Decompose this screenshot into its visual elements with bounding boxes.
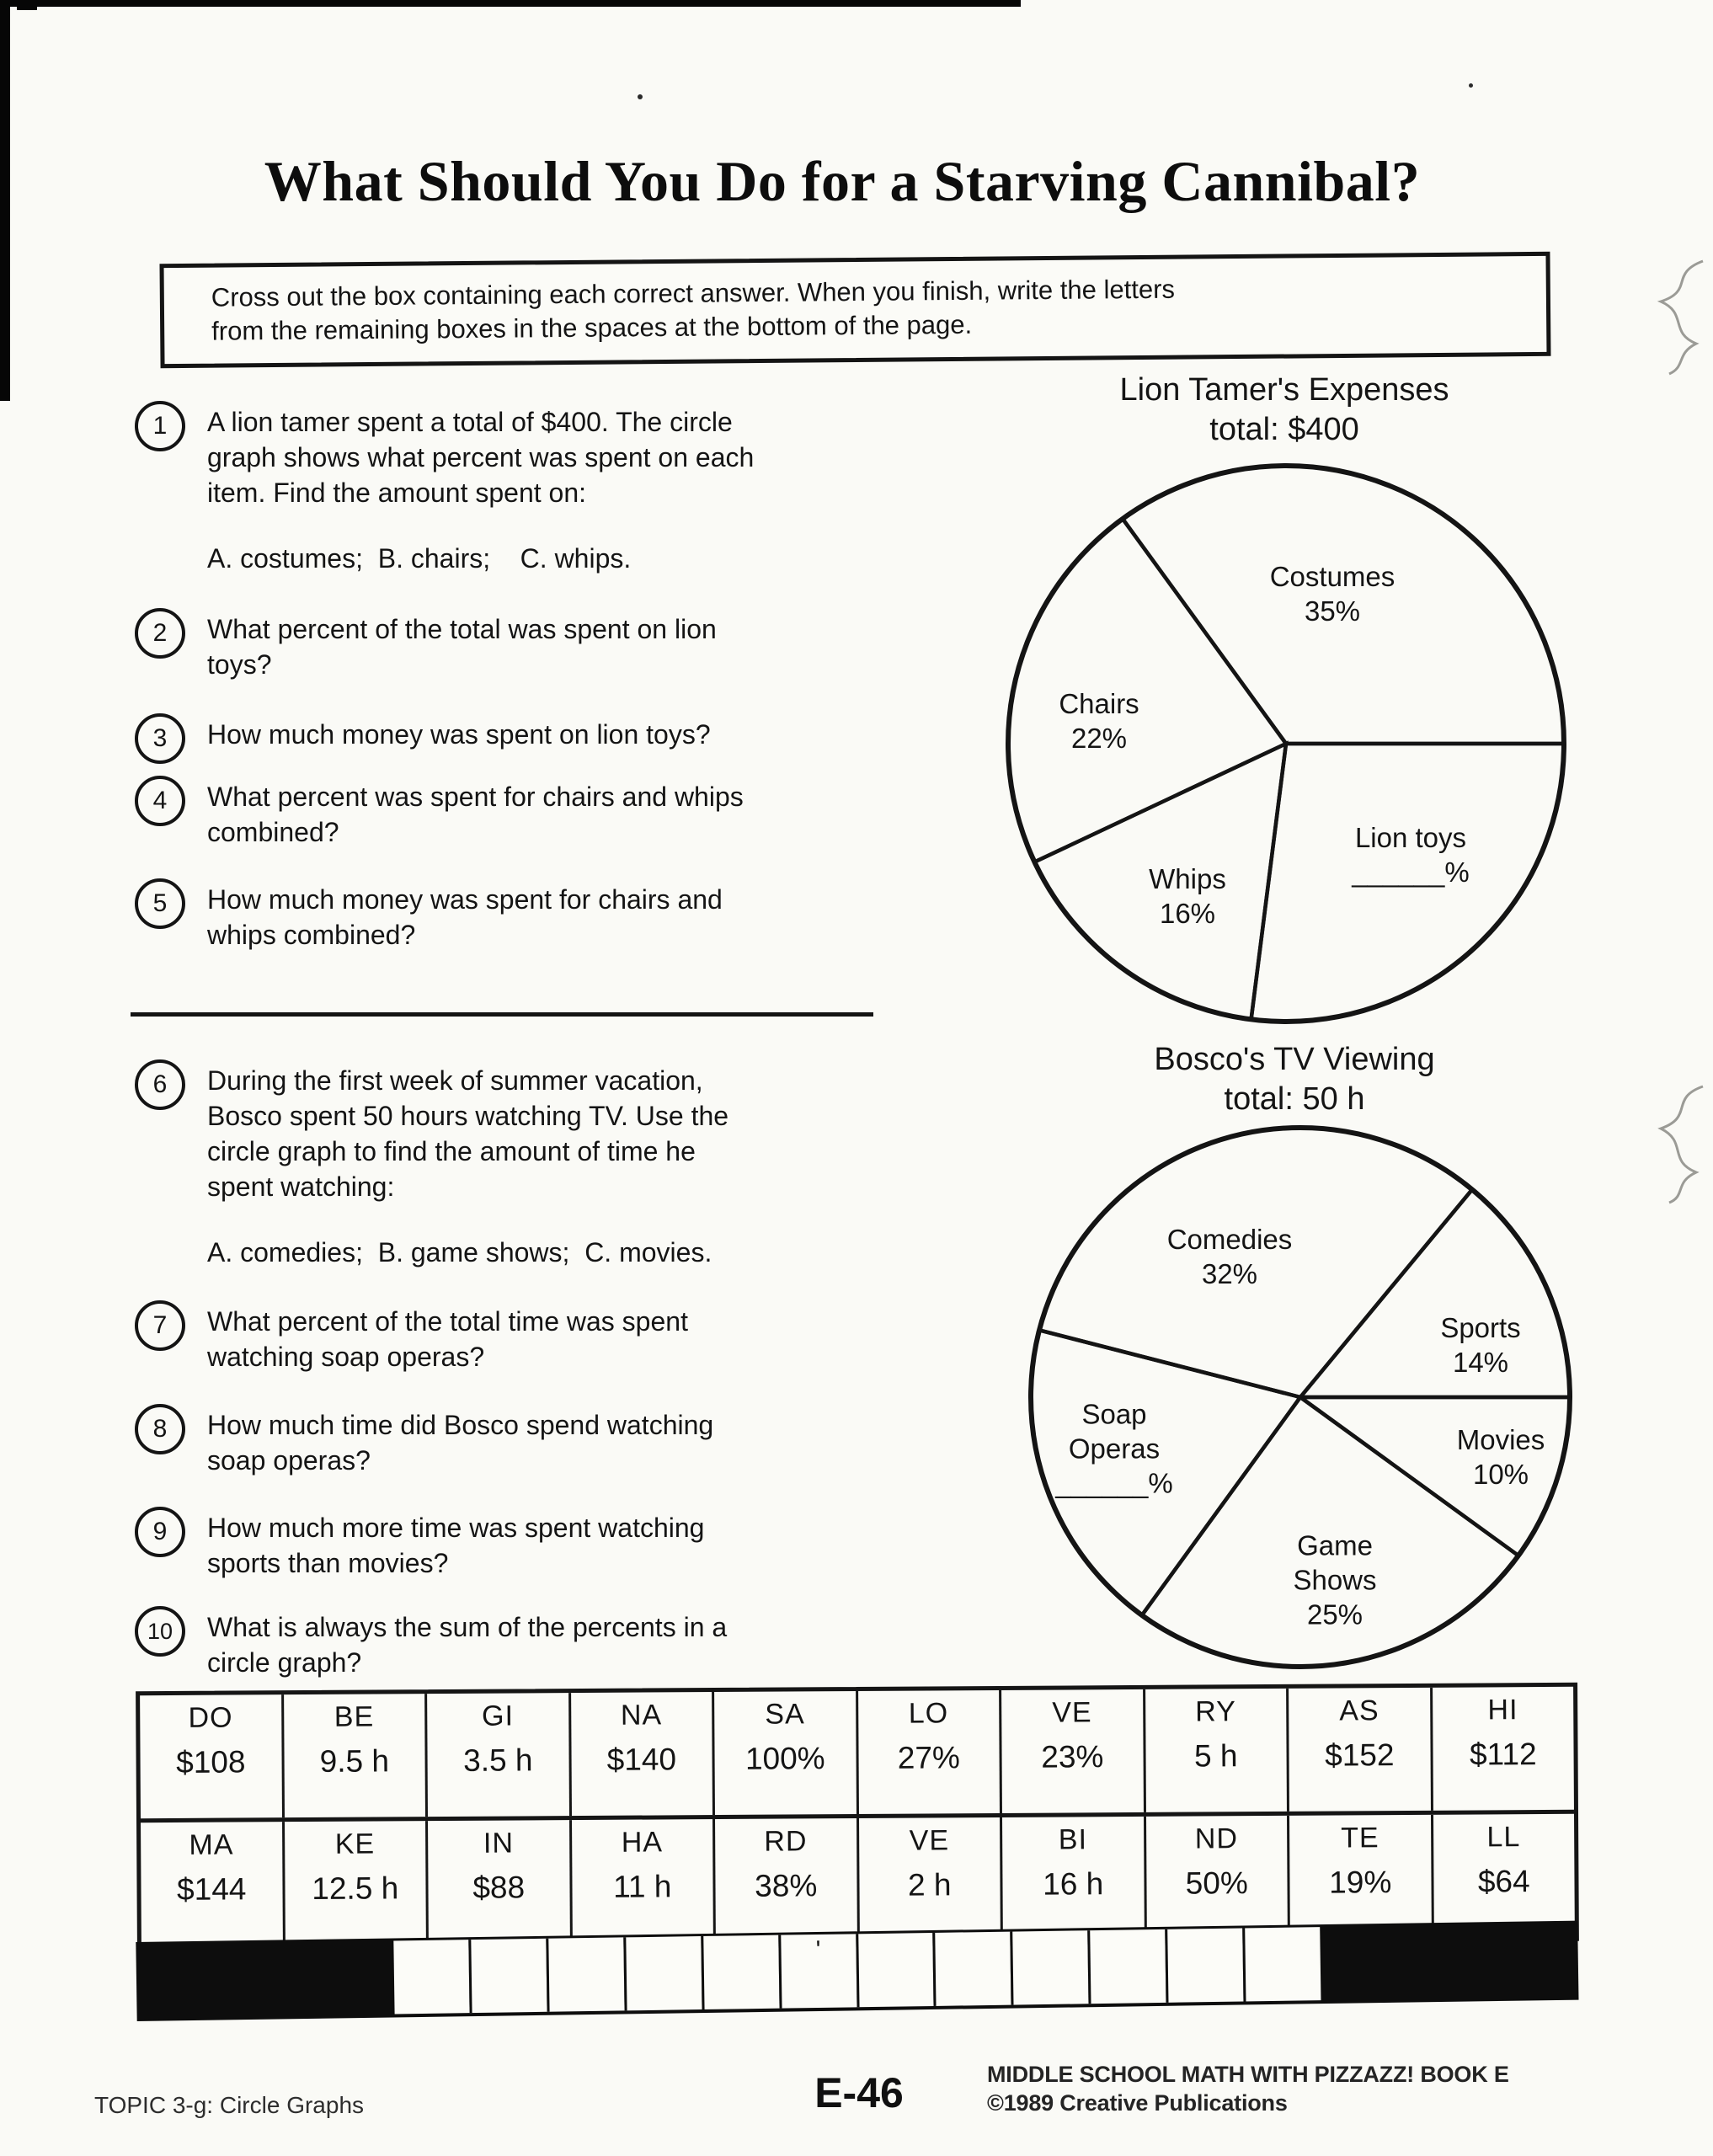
question-text-line: spent watching: (207, 1171, 395, 1202)
question-text-line: sports than movies? (207, 1548, 449, 1578)
pie-label-text: Operas (1068, 1433, 1161, 1465)
question-text-line: What percent of the total was spent on lion (207, 614, 717, 644)
pie-label-percent: 32% (1201, 1258, 1258, 1289)
chart-2-header (1154, 1040, 1434, 1119)
footer-publisher-line: ©1989 Creative Publications (987, 2090, 1288, 2116)
answer-cell (1143, 1689, 1287, 1812)
question-1 (152, 404, 755, 576)
answer-box (468, 1939, 547, 2013)
question-text-line: During the first week of summer vacation, (207, 1065, 703, 1096)
question-10 (147, 1609, 728, 1680)
answer-cell (856, 1690, 1000, 1814)
pie-slice-label-comedies (1167, 1222, 1293, 1291)
question-8 (152, 1407, 714, 1478)
pie-slice-label-sports (1440, 1310, 1520, 1380)
answer-cell (1000, 1817, 1144, 1940)
answer-box (393, 1940, 469, 2014)
answer-cell-value: 3.5 h (463, 1742, 533, 1778)
pie-label-text: Comedies (1166, 1224, 1293, 1255)
answer-cell-letters: ND (1194, 1822, 1239, 1855)
pie-slice-label-whips (1149, 862, 1226, 931)
answer-cell-value: 23% (1041, 1739, 1104, 1774)
question-number-badge: 10 (135, 1606, 185, 1657)
question-text-line: combined? (207, 817, 339, 847)
question-5 (152, 882, 723, 953)
answer-cell-letters: BI (1058, 1823, 1088, 1856)
question-text-line: How much more time was spent watching (207, 1513, 705, 1543)
question-6 (152, 1063, 729, 1270)
answer-cell-letters: GI (481, 1700, 515, 1732)
question-7 (152, 1304, 688, 1374)
footer-page-code: E-46 (814, 2069, 904, 2116)
scan-edge-bar-left (0, 0, 10, 401)
answer-cell-letters: RY (1195, 1695, 1236, 1728)
pie-label-text: Sports (1440, 1312, 1521, 1343)
answer-cell-letters: IN (483, 1827, 515, 1860)
answer-cell (712, 1818, 856, 1942)
answer-box (623, 1936, 702, 2010)
pie-slice (1300, 1189, 1570, 1397)
question-2 (152, 611, 717, 682)
answer-cell-value: 27% (897, 1740, 960, 1775)
question-text-line: graph shows what percent was spent on each (207, 442, 755, 472)
footer-publisher (987, 2060, 1509, 2117)
question-text-line: How much time did Bosco spend watching (207, 1410, 714, 1440)
answer-cell (1286, 1688, 1430, 1812)
chart-title: Bosco's TV Viewing (1154, 1042, 1435, 1077)
scan-speck (638, 94, 643, 99)
answer-cell-letters: BE (334, 1700, 375, 1733)
question-4 (152, 779, 744, 850)
pie-label-text: Chairs (1059, 688, 1139, 719)
pie-label-text: Movies (1456, 1424, 1545, 1455)
instruction-line: from the remaining boxes in the spaces at the bottom of the page. (211, 309, 973, 346)
answer-box (1165, 1929, 1243, 2003)
question-3 (152, 717, 711, 752)
answer-cell-letters: LL (1486, 1821, 1521, 1854)
answer-box (1242, 1927, 1321, 2001)
question-options: A. costumes; B. chairs; C. whips. (207, 543, 632, 574)
answer-box (701, 1935, 779, 2009)
answer-cell (282, 1821, 426, 1945)
answer-cell-letters: SA (765, 1698, 805, 1731)
answer-table (136, 1683, 1579, 1950)
scan-squiggle (1632, 1080, 1710, 1206)
answer-cell-value: 2 h (907, 1867, 952, 1903)
answer-cell-value: 100% (744, 1741, 825, 1776)
answer-cell-value: $144 (176, 1871, 247, 1907)
pie-label-percent: 14% (1452, 1347, 1509, 1378)
question-text-line: A lion tamer spent a total of $400. The circle (207, 407, 733, 437)
answer-cell (1144, 1816, 1288, 1940)
answer-box: ' (778, 1934, 856, 2008)
chart-subtitle: total: 50 h (1224, 1081, 1365, 1117)
question-text-line: circle graph to find the amount of time he (207, 1136, 696, 1166)
pie-label-text: Costumes (1269, 561, 1395, 592)
answer-box (856, 1933, 934, 2007)
answer-cell (999, 1689, 1143, 1813)
answer-cell-value: $112 (1469, 1737, 1537, 1772)
pie-slice-label-soap-operas (1055, 1397, 1172, 1501)
question-number-badge: 2 (135, 608, 185, 659)
pie-label-text: Soap (1081, 1398, 1147, 1430)
answer-cell-value: 9.5 h (319, 1743, 390, 1779)
instructions-box (159, 252, 1550, 368)
question-number-badge: 6 (135, 1059, 185, 1110)
question-9 (152, 1510, 705, 1581)
question-number-badge: 5 (135, 878, 185, 929)
answer-cell (712, 1691, 856, 1815)
question-text-line: Bosco spent 50 hours watching TV. Use the (207, 1101, 729, 1131)
answer-cell (140, 1694, 281, 1818)
question-number-badge: 4 (135, 776, 185, 826)
pie-label-percent: 10% (1472, 1459, 1529, 1490)
pie-label-percent-blank: ______% (1055, 1467, 1173, 1499)
question-text-line: whips combined? (207, 920, 416, 950)
question-options: A. comedies; B. game shows; C. movies. (207, 1237, 712, 1267)
answer-cell (141, 1822, 282, 1945)
answer-cell-value: 50% (1185, 1865, 1248, 1901)
answer-cell-letters: KE (334, 1828, 376, 1860)
scan-squiggle (1636, 253, 1710, 379)
question-text-line: circle graph? (207, 1647, 362, 1678)
question-number-badge: 7 (135, 1300, 185, 1351)
question-text-line: soap operas? (207, 1445, 371, 1476)
question-text-line: item. Find the amount spent on: (207, 478, 587, 508)
answer-cell-value: 38% (755, 1868, 818, 1903)
answer-cell-value: $140 (606, 1742, 677, 1777)
answer-cell (424, 1693, 568, 1817)
answer-box (1011, 1930, 1089, 2004)
question-text-line: What is always the sum of the percents in a (207, 1612, 728, 1642)
answer-cell-value: 11 h (612, 1869, 672, 1904)
page-title: What Should You Do for a Starving Cannibal? (264, 149, 1421, 213)
question-text-line: How much money was spent on lion toys? (207, 719, 711, 750)
instruction-line: Cross out the box containing each correct answer. When you finish, write the letters (211, 274, 1176, 312)
scan-speck (1469, 83, 1473, 88)
answer-cell-value: $64 (1477, 1864, 1530, 1899)
pie-label-text: Lion toys (1354, 822, 1467, 853)
answer-cell (569, 1819, 713, 1943)
answer-cell (425, 1820, 569, 1944)
footer-topic: TOPIC 3-g: Circle Graphs (94, 2092, 365, 2118)
answer-strip-boxes (393, 1927, 1321, 2014)
scan-edge-bar-top (0, 0, 1021, 7)
question-number-badge: 8 (135, 1404, 185, 1454)
answer-cell (856, 1817, 1001, 1941)
pie-slice-label-movies (1457, 1422, 1545, 1492)
chart-subtitle: total: $400 (1209, 412, 1359, 447)
pie-label-percent: 22% (1070, 723, 1128, 754)
pie-slice-label-costumes (1270, 559, 1395, 628)
footer-publisher-line: MIDDLE SCHOOL MATH WITH PIZZAZZ! BOOK E (987, 2062, 1509, 2087)
answer-cell (1430, 1687, 1574, 1811)
answer-box (933, 1932, 1011, 2006)
answer-cell-letters: VE (1052, 1696, 1092, 1729)
pie-label-text: Shows (1293, 1564, 1377, 1596)
answer-box (546, 1937, 624, 2011)
answer-cell-value: $88 (472, 1870, 526, 1905)
answer-cell-letters: VE (909, 1824, 950, 1857)
question-text-line: toys? (207, 649, 272, 680)
answer-cell-value: 5 h (1193, 1738, 1238, 1774)
answer-cell-letters: HI (1487, 1694, 1518, 1726)
question-number-badge: 3 (135, 713, 185, 764)
answer-cell (281, 1694, 425, 1817)
question-number-badge: 1 (135, 401, 185, 451)
answer-cell-value: $152 (1325, 1737, 1395, 1773)
answer-table-row (140, 1687, 1574, 1818)
pie-label-percent-blank: ______% (1352, 857, 1470, 888)
pie-slice-label-lion-toys (1352, 820, 1469, 889)
answer-cell-value: 12.5 h (312, 1870, 399, 1906)
answer-cell (1431, 1814, 1575, 1938)
pie-label-percent: 25% (1306, 1598, 1363, 1630)
scan-corner-mark (17, 0, 37, 10)
answer-cell-letters: LO (908, 1697, 949, 1730)
question-text-line: What percent was spent for chairs and whips (207, 782, 744, 812)
question-text-line: How much money was spent for chairs and (207, 884, 723, 915)
pie-slice-label-game-shows (1293, 1529, 1376, 1632)
answer-cell-letters: TE (1341, 1822, 1379, 1854)
answer-cell-letters: HA (621, 1826, 664, 1859)
answer-box (1088, 1929, 1166, 2004)
answer-cell-value: 19% (1329, 1865, 1392, 1900)
question-text-line: watching soap operas? (207, 1342, 485, 1372)
answer-cell-letters: AS (1339, 1694, 1379, 1727)
pie-label-percent: 35% (1304, 595, 1361, 627)
answer-cell (1287, 1815, 1431, 1939)
answer-cell-letters: NA (620, 1699, 663, 1732)
pie-label-text: Whips (1149, 863, 1226, 894)
answer-cell-value: $108 (176, 1744, 246, 1780)
answer-cell (568, 1692, 712, 1816)
pie-label-text: Game (1297, 1529, 1373, 1561)
chart-title: Lion Tamer's Expenses (1119, 372, 1449, 408)
answer-cell-letters: DO (188, 1701, 233, 1734)
answer-cell-value: 16 h (1043, 1866, 1104, 1902)
pie-slice-label-chairs (1059, 686, 1139, 755)
answer-cell-letters: MA (189, 1828, 234, 1861)
chart-1-header (1120, 371, 1449, 450)
pie-label-percent: 16% (1159, 898, 1216, 929)
answer-cell-letters: RD (764, 1825, 808, 1858)
question-number-badge: 9 (135, 1507, 185, 1557)
section-divider (131, 1012, 873, 1017)
question-text-line: What percent of the total time was spent (207, 1306, 688, 1337)
